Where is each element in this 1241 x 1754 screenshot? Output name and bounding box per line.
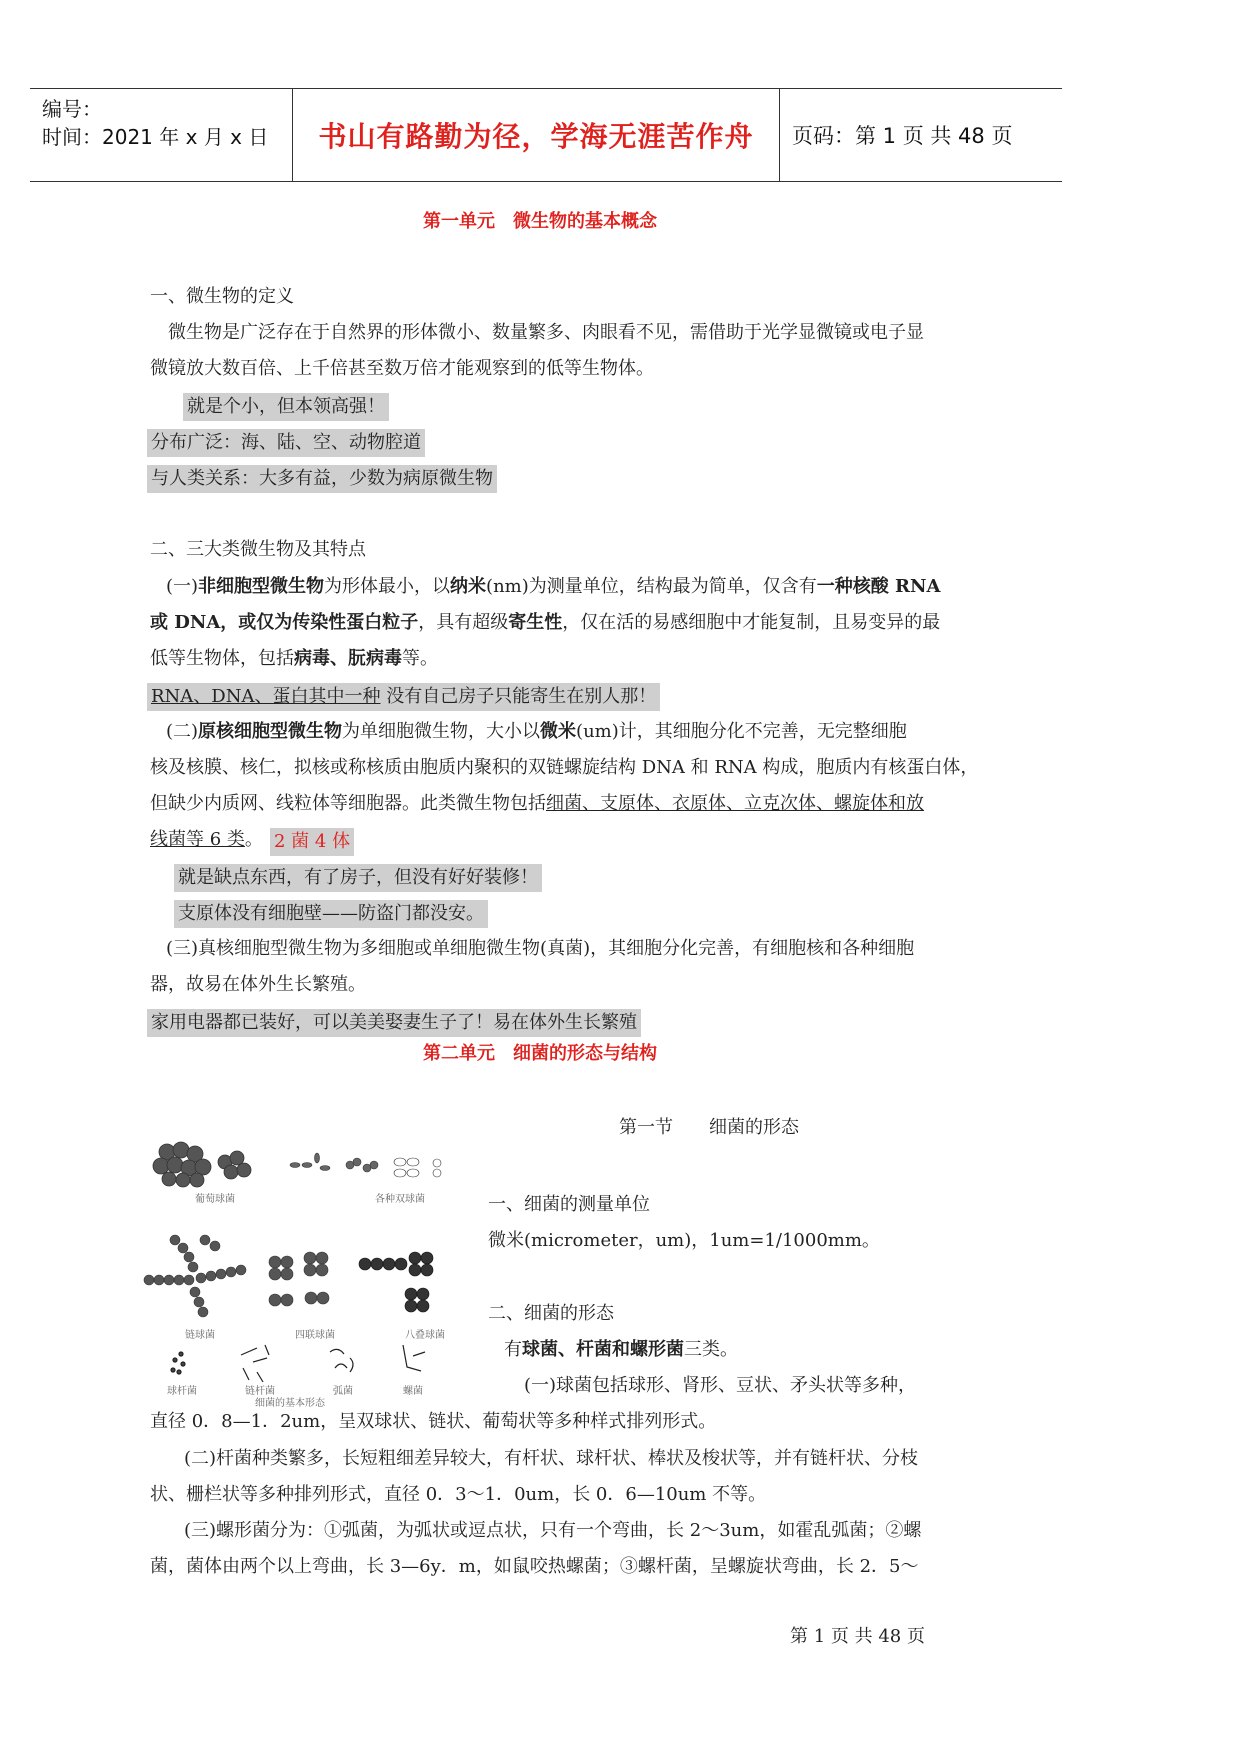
diplococcus-drawing (290, 1153, 441, 1177)
page-footer: 第 1 页 共 48 页 (790, 1626, 925, 1647)
header-motto-cell (293, 89, 780, 181)
note-human-relation: 与人类关系：大多有益，少数为病原微生物 (147, 465, 497, 493)
bacilli-line2: 状、栅栏状等多种排列形式，直径 0．3～1．0um，长 0．6—10um 不等。 (150, 1484, 767, 1505)
note-acellular-a: RNA、DNA、蛋白其中一种 (151, 686, 381, 707)
note-prokaryote: 就是缺点东西，有了房子，但没有好好装修！ (174, 864, 542, 892)
figure-label-diplococcus: 各种双球菌 (375, 1194, 425, 1205)
spiral-line1: (三)螺形菌分为：①弧菌，为弧状或逗点状，只有一个弯曲，长 2～3um，如霍乱弧菌；②螺 (184, 1520, 922, 1541)
p2-line3-b: 细菌、支原体、衣原体、立克次体、螺旋体和放 (546, 793, 924, 814)
figure-label-staphylococcus: 葡萄球菌 (195, 1194, 235, 1205)
p1-term: 非细胞型微生物 (198, 576, 325, 597)
header-number: 编号： (42, 97, 102, 121)
p2-micro: 微米 (540, 721, 577, 742)
s1-para-line2: 微镜放大数百倍、上千倍甚至数万倍才能观察到的低等生物体。 (150, 358, 654, 379)
s1-para-line1: 微生物是广泛存在于自然界的形体微小、数量繁多、肉眼看不见，需借助于光学显微镜或电子显 (168, 322, 924, 343)
tetrad-drawing (269, 1252, 329, 1306)
unit2-h1-text: 微米(micrometer，um)，1um=1/1000mm。 (488, 1230, 880, 1251)
types-a: 有 (504, 1339, 522, 1360)
p2-marker: (二) (166, 721, 199, 742)
figure-label-streptococcus: 链球菌 (185, 1330, 215, 1341)
header-page-info: 页码：第 1 页 共 48 页 (792, 124, 1013, 148)
types-c: 三类。 (684, 1339, 738, 1360)
page-header (30, 88, 1062, 182)
p1-nano: 纳米 (450, 576, 487, 597)
figure-label-coccobacillus: 球杆菌 (167, 1386, 197, 1397)
staphylococcus-drawing (153, 1142, 251, 1187)
figure-label-vibrio: 弧菌 (333, 1386, 353, 1397)
streptococcus-drawing (144, 1235, 246, 1317)
p2-line4-b: 。 (244, 829, 263, 850)
s2-heading: 二、三大类微生物及其特点 (150, 539, 366, 560)
p3-line2: 器，故易在体外生长繁殖。 (150, 974, 366, 995)
p3-line1: (三)真核细胞型微生物为多细胞或单细胞微生物(真菌)，其细胞分化完善，有细胞核和各种细胞 (166, 938, 915, 959)
note-2-bacteria-4-bodies: 2 菌 4 体 (270, 828, 354, 856)
p1-rna: 一种核酸 RNA (816, 576, 941, 597)
header-motto: 书山有路勤为径，学海无涯苦作舟 (318, 120, 754, 153)
p2-line3 (150, 792, 924, 816)
note-small-powerful: 就是个小，但本领高强！ (183, 393, 389, 421)
bacilli-drawing (171, 1345, 425, 1382)
types-b: 球菌、杆菌和螺形菌 (522, 1339, 684, 1360)
p2-line1 (166, 720, 907, 744)
unit2-h2: 二、细菌的形态 (488, 1303, 614, 1324)
p1-text4: ，仅在活的易感细胞中才能复制，且易变异的最 (562, 612, 941, 633)
bacteria-morphology-figure (145, 1140, 485, 1409)
p1-line3 (150, 647, 438, 671)
p2-line4 (150, 828, 263, 852)
p1-line2 (150, 611, 940, 635)
cocci-line2: 直径 0．8—1．2um，呈双球状、链状、葡萄状等多种样式排列形式。 (150, 1411, 717, 1432)
p2-text2: (um)计，其细胞分化不完善，无完整细胞 (576, 721, 907, 742)
figure-label-spirillum: 螺菌 (403, 1386, 423, 1397)
p1-virus: 病毒、朊病毒 (294, 648, 402, 669)
p1-text: 为形体最小，以 (324, 576, 451, 597)
figure-label-tetrad: 四联球菌 (295, 1330, 335, 1341)
p2-term: 原核细胞型微生物 (198, 721, 343, 742)
p1-text2: (nm)为测量单位，结构最为简单，仅含有 (486, 576, 817, 597)
unit2-title: 第二单元 细菌的形态与结构 (423, 1043, 657, 1064)
figure-caption: 细菌的基本形态 (255, 1398, 325, 1409)
note-eukaryote: 家用电器都已装好，可以美美娶妻生子了！易在体外生长繁殖 (147, 1009, 641, 1037)
figure-label-sarcina: 八叠球菌 (405, 1330, 445, 1341)
p2-line4-a: 线菌等 6 类 (150, 829, 245, 850)
s1-heading: 一、微生物的定义 (150, 286, 294, 307)
figure-label-chain-bacillus: 链杆菌 (245, 1386, 275, 1397)
p1-line1 (166, 575, 940, 599)
p2-line3-a: 但缺少内质网、线粒体等细胞器。此类微生物包括 (150, 793, 546, 814)
note-distribution: 分布广泛：海、陆、空、动物腔道 (147, 429, 425, 457)
unit1-title: 第一单元 微生物的基本概念 (423, 211, 657, 232)
p1-dna: 或 DNA，或仅为传染性蛋白粒子 (150, 612, 419, 633)
section-title: 第一节 细菌的形态 (619, 1117, 799, 1138)
bacilli-line1: (二)杆菌种类繁多，长短粗细差异较大，有杆状、球杆状、棒状及梭状等，并有链杆状、分枝 (184, 1448, 919, 1469)
p2-line2: 核及核膜、核仁，拟核或称核质由胞质内聚积的双链螺旋结构 DNA 和 RNA 构成，胞质内有核蛋白体， (150, 757, 979, 778)
note-acellular-b: 没有自己房子只能寄生在别人那！ (380, 686, 657, 707)
header-meta (30, 89, 293, 181)
p1-parasitism: 寄生性 (508, 612, 563, 633)
p2-text: 为单细胞微生物，大小以 (342, 721, 541, 742)
spiral-line2: 菌，菌体由两个以上弯曲，长 3—6y．m，如鼠咬热螺菌；③螺杆菌，呈螺旋状弯曲，长 2．5～ (150, 1556, 919, 1577)
p1-text6: 等。 (402, 648, 438, 669)
unit2-types (504, 1338, 738, 1362)
sarcina-drawing (359, 1252, 433, 1312)
unit2-h1: 一、细菌的测量单位 (488, 1194, 650, 1215)
p1-marker: (一) (166, 576, 199, 597)
p1-text3: ，具有超级 (418, 612, 509, 633)
header-time: 时间：2021 年 x 月 x 日 (42, 125, 269, 149)
p1-text5: 低等生物体，包括 (150, 648, 294, 669)
cocci-line1: (一)球菌包括球形、肾形、豆状、矛头状等多种， (524, 1375, 917, 1396)
note-acellular (147, 683, 660, 711)
note-mycoplasma: 支原体没有细胞壁——防盗门都没安。 (174, 900, 488, 928)
